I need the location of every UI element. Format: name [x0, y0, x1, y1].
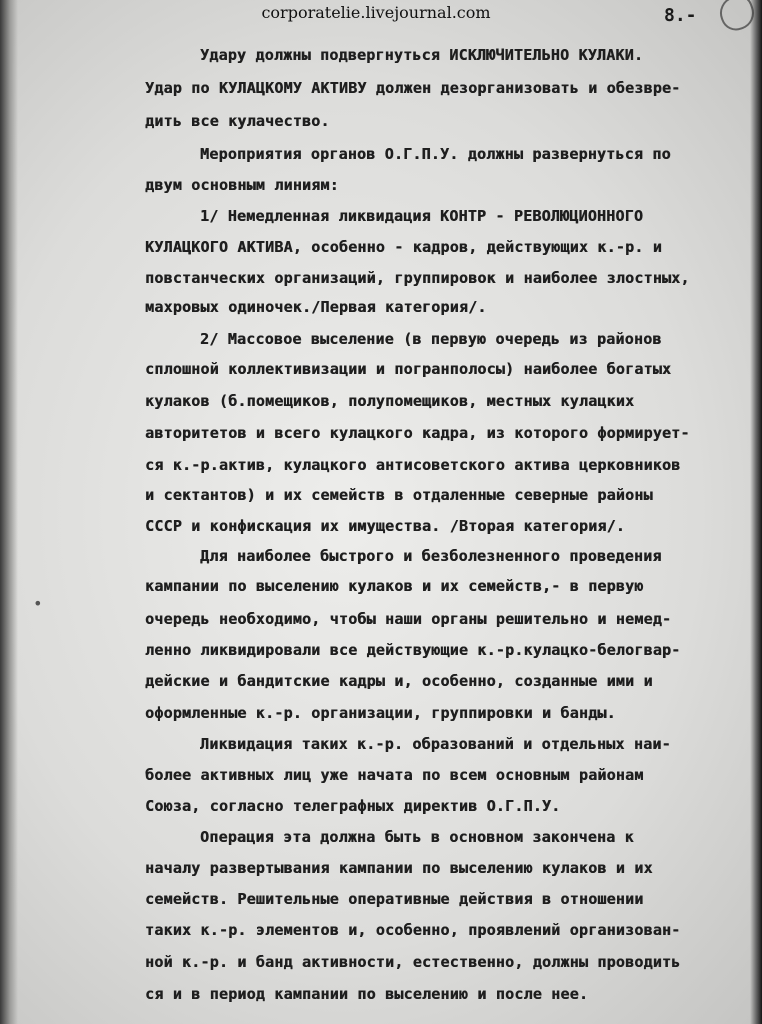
- text-line: началу развертывания кампании по выселению кулаков и их: [145, 859, 653, 877]
- text-line: ся к.-р.актив, кулацкого антисоветского актива церковников: [145, 456, 681, 474]
- text-line: сплошной коллективизации и погранполосы) наиболее богатых: [145, 360, 672, 378]
- text-line: СССР и конфискация их имущества. /Вторая категория/.: [145, 517, 625, 535]
- text-line: оформленные к.-р. организации, группировки и банды.: [145, 704, 616, 722]
- text-line: махровых одиночек./Первая категория/.: [145, 298, 487, 316]
- text-line: кулаков (б.помещиков, полупомещиков, местных кулацких: [145, 392, 635, 410]
- text-line: повстанческих организаций, группировок и наиболее злостных,: [145, 269, 690, 287]
- watermark-url: corporatelie.livejournal.com: [261, 3, 491, 22]
- text-line: 1/ Немедленная ликвидация КОНТР - РЕВОЛЮЦИОННОГО: [200, 207, 644, 225]
- text-line: ной к.-р. и банд активности, естественно, должны проводить: [145, 953, 681, 971]
- stray-ink-mark: •: [33, 594, 43, 613]
- text-line: Союза, согласно телеграфных директив О.Г.П.У.: [145, 797, 561, 815]
- text-line: очередь необходимо, чтобы наши органы решительно и немед-: [145, 610, 672, 628]
- text-line: таких к.-р. элементов и, особенно, проявлений организован-: [145, 921, 681, 939]
- text-line: более активных лиц уже начата по всем основным районам: [145, 766, 644, 784]
- text-line: ся и в период кампании по выселению и после нее.: [145, 985, 589, 1003]
- text-line: Ликвидация таких к.-р. образований и отдельных наи-: [200, 735, 671, 753]
- scan-left-edge: [0, 0, 18, 1024]
- page-number: 8.-: [664, 5, 697, 26]
- text-line: авторитетов и всего кулацкого кадра, из которого формирует-: [145, 424, 690, 442]
- text-line: 2/ Массовое выселение (в первую очередь из районов: [200, 330, 662, 348]
- text-line: двум основным линиям:: [145, 176, 339, 194]
- text-line: кампании по выселению кулаков и их семейств,- в первую: [145, 577, 644, 595]
- text-line: ленно ликвидировали все действующие к.-р.кулацко-белогвар-: [145, 641, 681, 659]
- text-line: Для наиболее быстрого и безболезненного проведения: [200, 547, 662, 565]
- text-line: Удару должны подвергнуться ИСКЛЮЧИТЕЛЬНО КУЛАКИ.: [200, 46, 644, 64]
- text-line: семейств. Решительные оперативные действия в отношении: [145, 890, 644, 908]
- text-line: Операция эта должна быть в основном закончена к: [200, 828, 634, 846]
- text-line: Удар по КУЛАЦКОМУ АКТИВУ должен дезорганизовать и обезвре-: [145, 79, 681, 97]
- text-line: дить все кулачество.: [145, 112, 330, 130]
- text-line: Мероприятия органов О.Г.П.У. должны развернуться по: [200, 145, 671, 163]
- scan-right-edge: [750, 0, 762, 1024]
- text-line: КУЛАЦКОГО АКТИВА, особенно - кадров, действующих к.-р. и: [145, 238, 662, 256]
- text-line: дейские и бандитские кадры и, особенно, созданные ими и: [145, 672, 653, 690]
- text-line: и сектантов) и их семейств в отдаленные северные районы: [145, 486, 653, 504]
